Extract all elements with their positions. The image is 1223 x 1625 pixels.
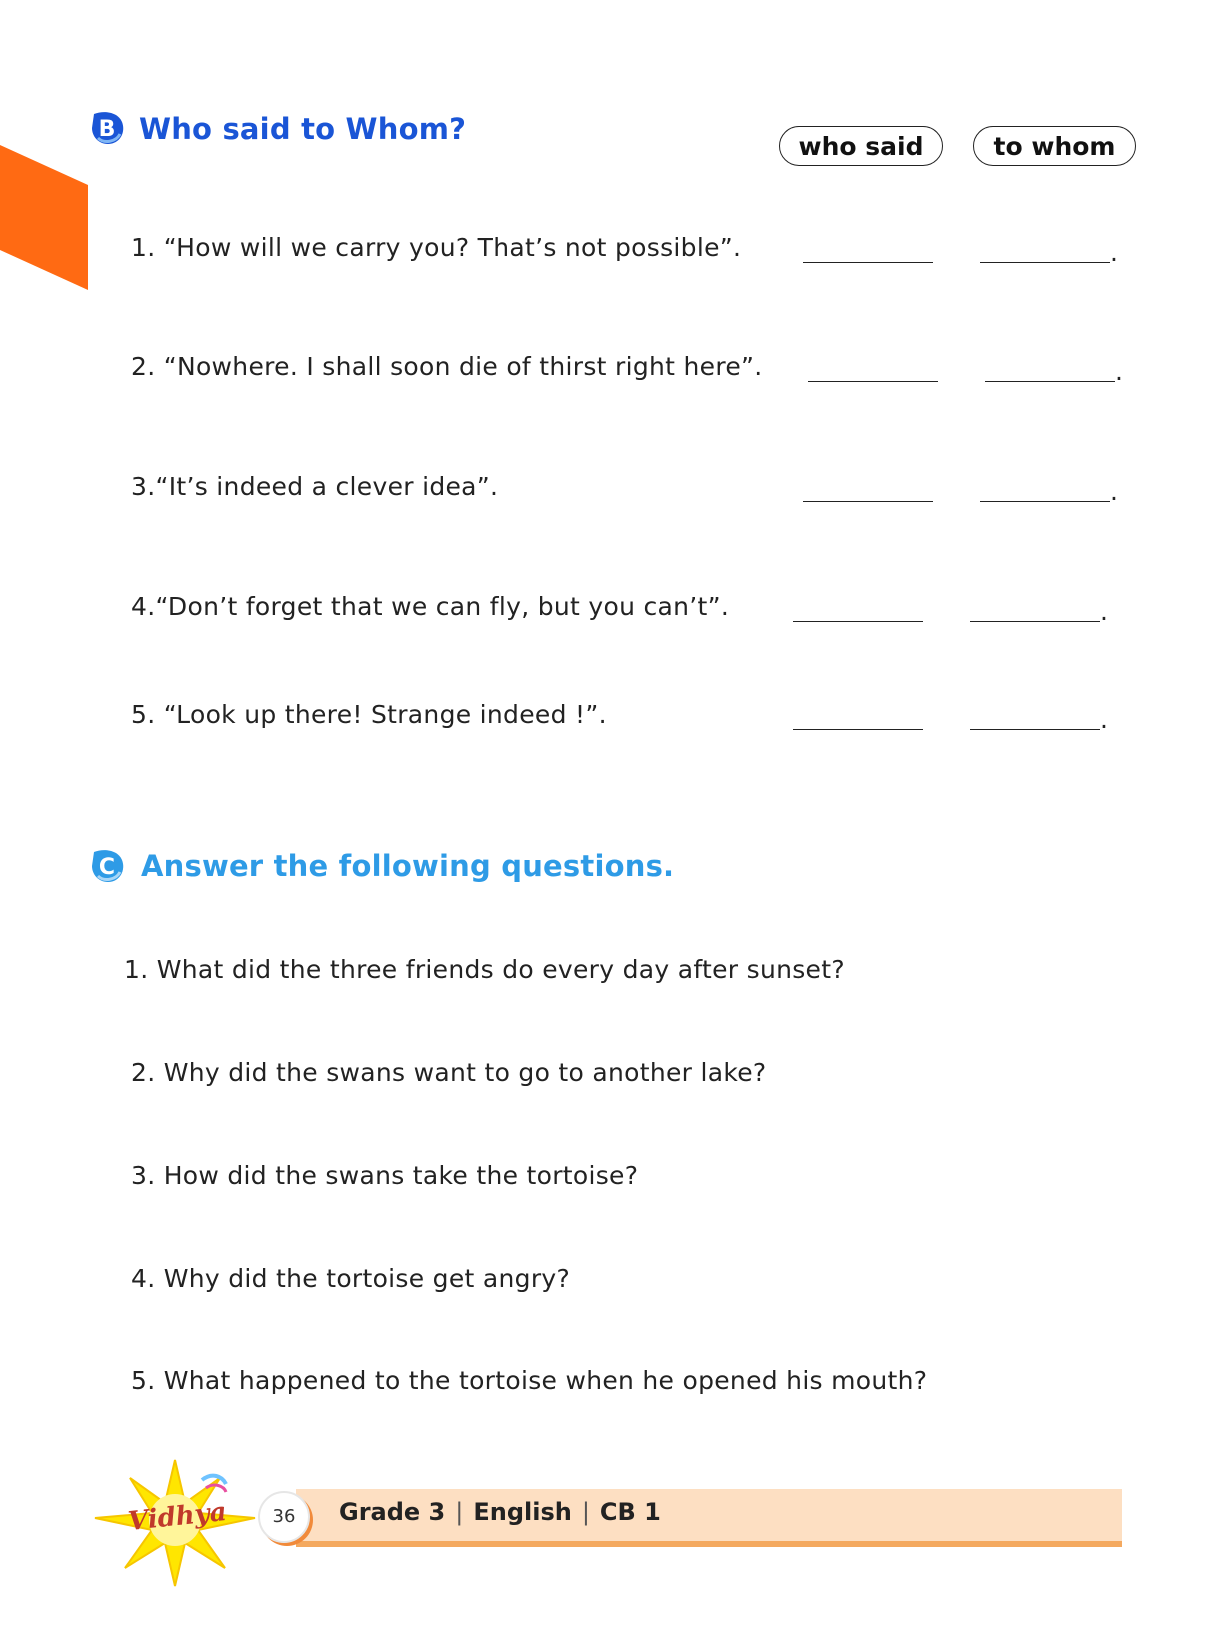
item-number: 5. <box>131 700 156 729</box>
who-said-pill: who said <box>779 126 943 166</box>
footer-subject: English <box>473 1498 572 1526</box>
item-number: 3. <box>131 472 156 501</box>
section-b-item-3 <box>131 472 498 501</box>
to-whom-blank-3[interactable] <box>980 501 1110 502</box>
footer-book: CB 1 <box>599 1498 661 1526</box>
to-whom-blank-1[interactable] <box>980 262 1110 263</box>
section-b-item-4 <box>131 592 729 621</box>
item-quote: “How will we carry you? That’s not possible”. <box>163 233 742 262</box>
who-said-blank-3[interactable] <box>803 501 933 502</box>
to-whom-blank-5[interactable] <box>970 729 1100 730</box>
section-c-question-4: 4. Why did the tortoise get angry? <box>131 1264 571 1293</box>
who-said-blank-2[interactable] <box>808 381 938 382</box>
section-c-question-3: 3. How did the swans take the tortoise? <box>131 1161 639 1190</box>
section-b-badge-icon <box>88 108 128 148</box>
vidhya-logo-text: Vidhya <box>126 1496 228 1538</box>
section-c-question-5: 5. What happened to the tortoise when he opened his mouth? <box>131 1366 928 1395</box>
page-number: 36 <box>258 1491 310 1543</box>
footer-separator: | <box>455 1498 464 1526</box>
to-whom-blank-4[interactable] <box>970 621 1100 622</box>
section-c-question-1: 1. What did the three friends do every day after sunset? <box>124 955 845 984</box>
footer-grade: Grade 3 <box>339 1498 446 1526</box>
item-quote: “Don’t forget that we can fly, but you can’t”. <box>155 592 730 621</box>
end-mark: . <box>1100 705 1108 734</box>
footer-separator: | <box>581 1498 590 1526</box>
section-b-badge-letter: B <box>98 117 116 142</box>
item-quote: “It’s indeed a clever idea”. <box>155 472 499 501</box>
section-c-badge-icon <box>88 846 128 886</box>
end-mark: . <box>1115 357 1123 386</box>
who-said-blank-5[interactable] <box>793 729 923 730</box>
section-c-title: Answer the following questions. <box>141 849 675 883</box>
end-mark: . <box>1110 238 1118 267</box>
orange-corner-tab <box>0 145 88 290</box>
to-whom-pill: to whom <box>973 126 1136 166</box>
section-b-title: Who said to Whom? <box>139 112 467 146</box>
item-quote: “Look up there! Strange indeed !”. <box>163 700 607 729</box>
section-b-item-2 <box>131 352 763 381</box>
to-whom-blank-2[interactable] <box>985 381 1115 382</box>
item-number: 4. <box>131 592 156 621</box>
footer-bar-underline <box>296 1541 1122 1547</box>
who-said-blank-1[interactable] <box>803 262 933 263</box>
item-number: 2. <box>131 352 156 381</box>
item-quote: “Nowhere. I shall soon die of thirst right here”. <box>163 352 763 381</box>
end-mark: . <box>1110 477 1118 506</box>
section-b-item-1 <box>131 233 741 262</box>
section-c-badge-letter: C <box>98 855 116 880</box>
end-mark: . <box>1100 597 1108 626</box>
section-c-question-2: 2. Why did the swans want to go to another lake? <box>131 1058 767 1087</box>
section-b-item-5 <box>131 700 607 729</box>
item-number: 1. <box>131 233 156 262</box>
who-said-blank-4[interactable] <box>793 621 923 622</box>
footer-label <box>339 1498 661 1526</box>
